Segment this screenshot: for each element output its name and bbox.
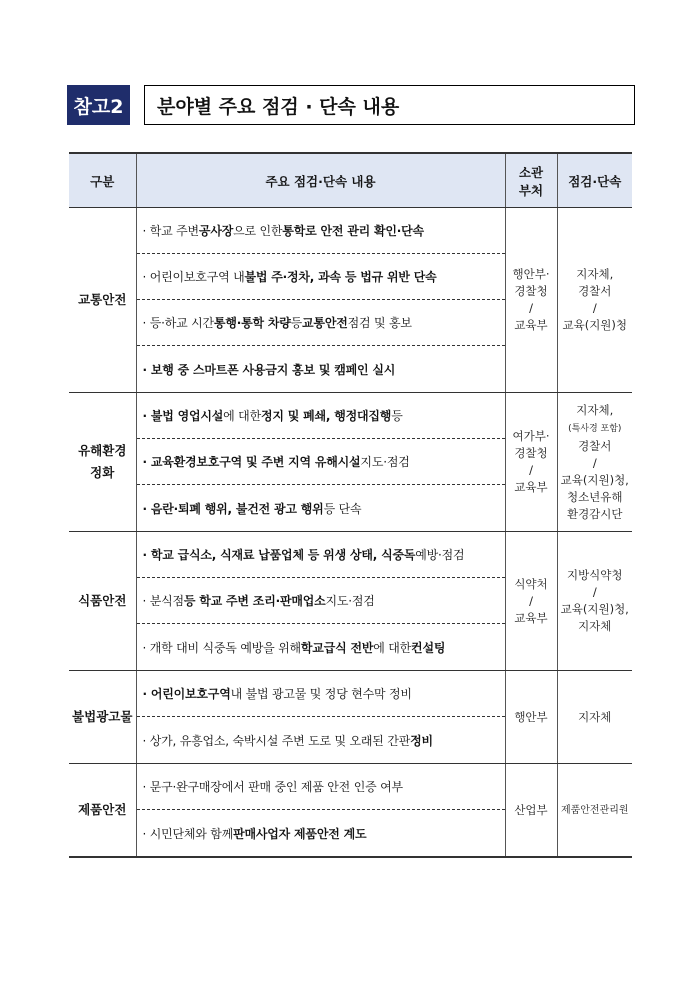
item-text-bold: · 어린이보호구역 — [142, 687, 231, 701]
list-item — [137, 578, 505, 624]
content-cell — [136, 764, 505, 858]
content-cell — [136, 532, 505, 671]
list-item — [137, 346, 505, 392]
content-cell — [136, 671, 505, 764]
item-text-bold: · 불법 영업시설 — [142, 409, 224, 423]
list-item — [137, 300, 505, 346]
item-text: · 개학 대비 식중독 예방을 위해 — [142, 640, 301, 655]
ministry-cell — [505, 393, 557, 532]
ministry-line: 식약처 — [514, 576, 548, 591]
item-text-bold: 교통안전 — [302, 316, 348, 330]
list-item — [137, 717, 505, 763]
table-header-row — [69, 153, 632, 208]
ministry-line: / — [529, 463, 533, 477]
item-text-bold: 불법 주·정차, 과속 등 법규 위반 단속 — [244, 270, 437, 284]
category-label: 정화 — [90, 465, 115, 480]
page-title: 분야별 주요 점검 · 단속 내용 — [144, 85, 635, 125]
header-content: 주요 점검·단속 내용 — [136, 153, 505, 208]
list-item — [137, 208, 505, 254]
item-text-bold: · 교육환경보호구역 및 주변 지역 유해시설 — [142, 455, 361, 469]
header-ministry-line1: 소관 — [518, 164, 544, 180]
category-cell — [69, 671, 136, 764]
ministry-cell — [505, 671, 557, 764]
ministry-line: 산업부 — [514, 802, 548, 817]
enforcement-line: 지방식약청 — [566, 568, 623, 582]
enforcement-cell — [557, 532, 632, 671]
ministry-line: 행안부 — [514, 709, 548, 724]
item-text-bold: · 학교 급식소, 식재료 납품업체 등 위생 상태, 식중독 — [142, 548, 416, 562]
ministry-line: 교육부 — [514, 318, 548, 332]
list-item — [137, 254, 505, 300]
enforcement-line: / — [592, 301, 597, 315]
item-text: 등 단속 — [323, 501, 362, 516]
item-text-bold: · 음란·퇴폐 행위, 불건전 광고 행위 — [142, 501, 324, 516]
content-cell — [136, 393, 505, 532]
ministry-line: 교육부 — [514, 480, 548, 494]
header-ministry-line2: 부처 — [518, 182, 544, 198]
header-ministry — [505, 153, 557, 208]
ministry-line: 교육부 — [514, 610, 548, 625]
item-text: · 문구·완구매장에서 판매 중인 제품 안전 인증 여부 — [142, 780, 403, 794]
item-text: · 등·하교 시간 — [142, 316, 214, 330]
item-text: 지도·점검 — [360, 455, 410, 469]
table-body — [69, 208, 632, 858]
inspection-table — [69, 152, 632, 858]
enforcement-line: 지자체, — [576, 402, 614, 417]
enforcement-line: (특사경 포함) — [568, 423, 622, 434]
list-item — [137, 624, 505, 670]
category-label: 유해환경 — [78, 443, 127, 458]
list-item — [137, 393, 505, 439]
item-text: 예방·점검 — [415, 548, 465, 562]
item-text-bold: 통학로 안전 관리 확인·단속 — [282, 224, 424, 238]
item-text: · 상가, 유흥업소, 숙박시설 주변 도로 및 오래된 간판 — [142, 733, 411, 748]
ministry-line: / — [529, 593, 533, 608]
item-text: 등 — [391, 409, 403, 423]
enforcement-line: 교육(지원)청, — [560, 472, 629, 487]
table-row — [69, 393, 632, 532]
enforcement-line: 교육(지원)청, — [560, 602, 629, 616]
item-text: 에 대한 — [373, 640, 412, 655]
enforcement-cell — [557, 393, 632, 532]
list-item — [137, 439, 505, 485]
ministry-line: 경찰청 — [514, 284, 548, 298]
table-row — [69, 764, 632, 858]
item-text: · 학교 주변 — [142, 224, 199, 238]
category-label: 식품안전 — [78, 593, 127, 608]
enforcement-cell — [557, 764, 632, 858]
item-text: 에 대한 — [223, 409, 261, 423]
item-text-bold: 등 학교 주변 조리·판매업소 — [183, 594, 326, 608]
category-label: 불법광고물 — [72, 709, 133, 724]
enforcement-line: 지자체 — [578, 709, 612, 724]
category-cell — [69, 208, 136, 393]
enforcement-line: 지자체 — [578, 619, 612, 633]
ministry-cell — [505, 764, 557, 858]
reference-badge: 참고2 — [67, 85, 130, 125]
table-row — [69, 671, 632, 764]
enforcement-line: 환경감시단 — [566, 506, 623, 521]
item-text: · 분식점 — [142, 594, 184, 608]
item-text-bold: 공사장 — [198, 224, 234, 238]
enforcement-cell — [557, 208, 632, 393]
category-label: 제품안전 — [78, 802, 127, 817]
category-cell — [69, 393, 136, 532]
header-enforcement: 점검·단속 — [557, 153, 632, 208]
item-text: 점검 및 홍보 — [347, 316, 412, 330]
item-text-bold: 정지 및 폐쇄, 행정대집행 — [260, 409, 392, 423]
ministry-line: 경찰청 — [514, 446, 548, 460]
enforcement-line: / — [592, 455, 597, 470]
category-label: 교통안전 — [78, 292, 127, 307]
table-row — [69, 208, 632, 393]
item-text-bold: 정비 — [410, 733, 433, 748]
category-cell — [69, 532, 136, 671]
enforcement-line: 경찰서 — [578, 284, 612, 298]
item-text: 지도·점검 — [325, 594, 375, 608]
list-item — [137, 671, 505, 717]
list-item — [137, 764, 505, 810]
item-text: · 어린이보호구역 내 — [142, 270, 245, 284]
enforcement-line: 교육(지원)청 — [562, 318, 628, 332]
list-item — [137, 810, 505, 856]
item-text-bold: 학교급식 전반 — [300, 640, 374, 655]
list-item — [137, 532, 505, 578]
enforcement-line: 경찰서 — [578, 438, 612, 453]
enforcement-line: 제품안전관리원 — [560, 805, 629, 816]
content-cell — [136, 208, 505, 393]
ministry-cell — [505, 208, 557, 393]
item-text: 내 불법 광고물 및 정당 현수막 정비 — [230, 687, 412, 701]
enforcement-line: 청소년유해 — [566, 489, 623, 504]
ministry-line: 행안부· — [512, 267, 550, 281]
ministry-line: 여가부· — [512, 429, 550, 443]
category-cell — [69, 764, 136, 858]
item-text-bold: · 보행 중 스마트폰 사용금지 홍보 및 캠페인 실시 — [142, 362, 396, 377]
item-text-bold: 판매사업자 제품안전 계도 — [233, 826, 367, 841]
enforcement-line: 지자체, — [576, 267, 614, 281]
list-item — [137, 485, 505, 531]
table-row — [69, 532, 632, 671]
item-text: 으로 인한 — [233, 224, 283, 238]
item-text: · 시민단체와 함께 — [142, 826, 234, 841]
ministry-line: / — [529, 301, 533, 315]
item-text-bold: 컨설팅 — [411, 640, 446, 655]
ministry-cell — [505, 532, 557, 671]
item-text-bold: 통행·통학 차량 — [213, 316, 291, 330]
enforcement-line: / — [592, 585, 597, 599]
item-text: 등 — [290, 316, 303, 330]
enforcement-cell — [557, 671, 632, 764]
header-category: 구분 — [69, 153, 136, 208]
